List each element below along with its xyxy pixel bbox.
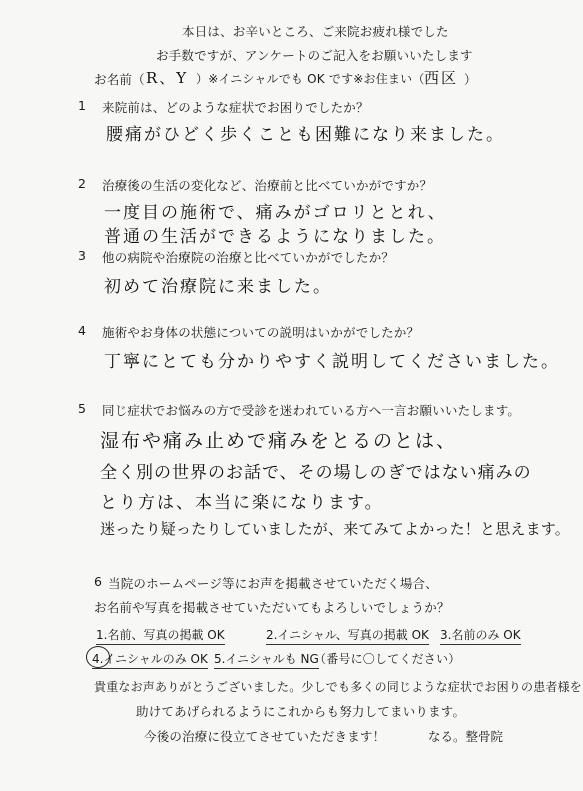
question-3-number: 3	[78, 248, 86, 263]
answer-5-line-2: 全く別の世界のお話で、その場しのぎではない痛みの	[100, 463, 532, 483]
footer-line-2: 助けてあげられるようにこれからも努力してまいります。	[136, 704, 466, 719]
footer-line-1: 貴重なお声ありがとうございました。少しでも多くの同じような症状でお困りの患者様を	[94, 680, 583, 694]
clinic-name: なる。整骨院	[428, 729, 504, 744]
address-value: 西区	[424, 69, 459, 87]
initial-note: ）※イニシャルでも OK です※お住まい（	[196, 72, 425, 86]
answer-5-line-4: 迷ったり疑ったりしていましたが、来てみてよかった！と思えます。	[100, 520, 571, 538]
answer-2-line-2: 普通の生活ができるようになりました。	[104, 227, 446, 247]
question-2-text: 治療後の生活の変化など、治療前と比べていかがですか？	[102, 178, 433, 193]
option-3: 3.名前のみ OK	[440, 626, 521, 645]
footer-line-3: 今後の治療に役立てさせていただきます！	[144, 729, 386, 744]
question-4-number: 4	[78, 323, 86, 338]
question-4-text: 施術やお身体の状態についての説明はいかがでしたか？	[102, 325, 420, 340]
option-1: 1.名前、写真の掲載 OK	[96, 626, 225, 645]
question-6-number: 6	[94, 574, 102, 589]
question-1-number: 1	[78, 98, 86, 113]
question-5-text: 同じ症状でお悩みの方で受診を迷われている方へ一言お願いいたします。	[102, 403, 521, 418]
name-label: お名前（	[94, 72, 145, 87]
question-5-number: 5	[78, 401, 86, 416]
question-3-text: 他の病院や治療院の治療と比べていかがでしたか？	[102, 250, 395, 265]
answer-5-line-3: とり方は、本当に楽になります。	[100, 493, 384, 513]
answer-3-line-1: 初めて治療院に来ました。	[104, 277, 332, 297]
question-2-number: 2	[78, 176, 86, 191]
name-value: R、Y	[146, 69, 189, 87]
answer-1-line-1: 腰痛がひどく歩くことも困難になり来ました。	[106, 125, 505, 145]
header-line-1: 本日は、お辛いところ、ご来院お疲れ様でした	[182, 24, 449, 39]
answer-4-line-1: 丁寧にとても分かりやすく説明してくださいました。	[104, 352, 560, 372]
option-instruction: （番号に〇してください）	[314, 652, 461, 666]
option-2: 2.イニシャル、写真の掲載 OK	[266, 626, 429, 645]
header-line-2: お手数ですが、アンケートのご記入をお願いいたします	[156, 48, 473, 63]
answer-5-line-1: 湿布や痛み止めで痛みをとるのとは、	[100, 430, 458, 452]
question-1-text: 来院前は、どのような症状でお困りでしたか？	[102, 100, 369, 115]
answer-2-line-1: 一度目の施術で、痛みがゴロリととれ、	[104, 203, 447, 223]
option-4: 4.イニシャルのみ OK	[92, 650, 208, 669]
option-5: 5.イニシャルも NG	[214, 650, 319, 669]
question-6-line-2: お名前や写真を掲載させていただいてもよろしいでしょうか？	[94, 600, 450, 615]
question-6-line-1: 当院のホームページ等にお声を掲載させていただく場合、	[108, 576, 438, 591]
address-close: ）	[464, 72, 477, 87]
